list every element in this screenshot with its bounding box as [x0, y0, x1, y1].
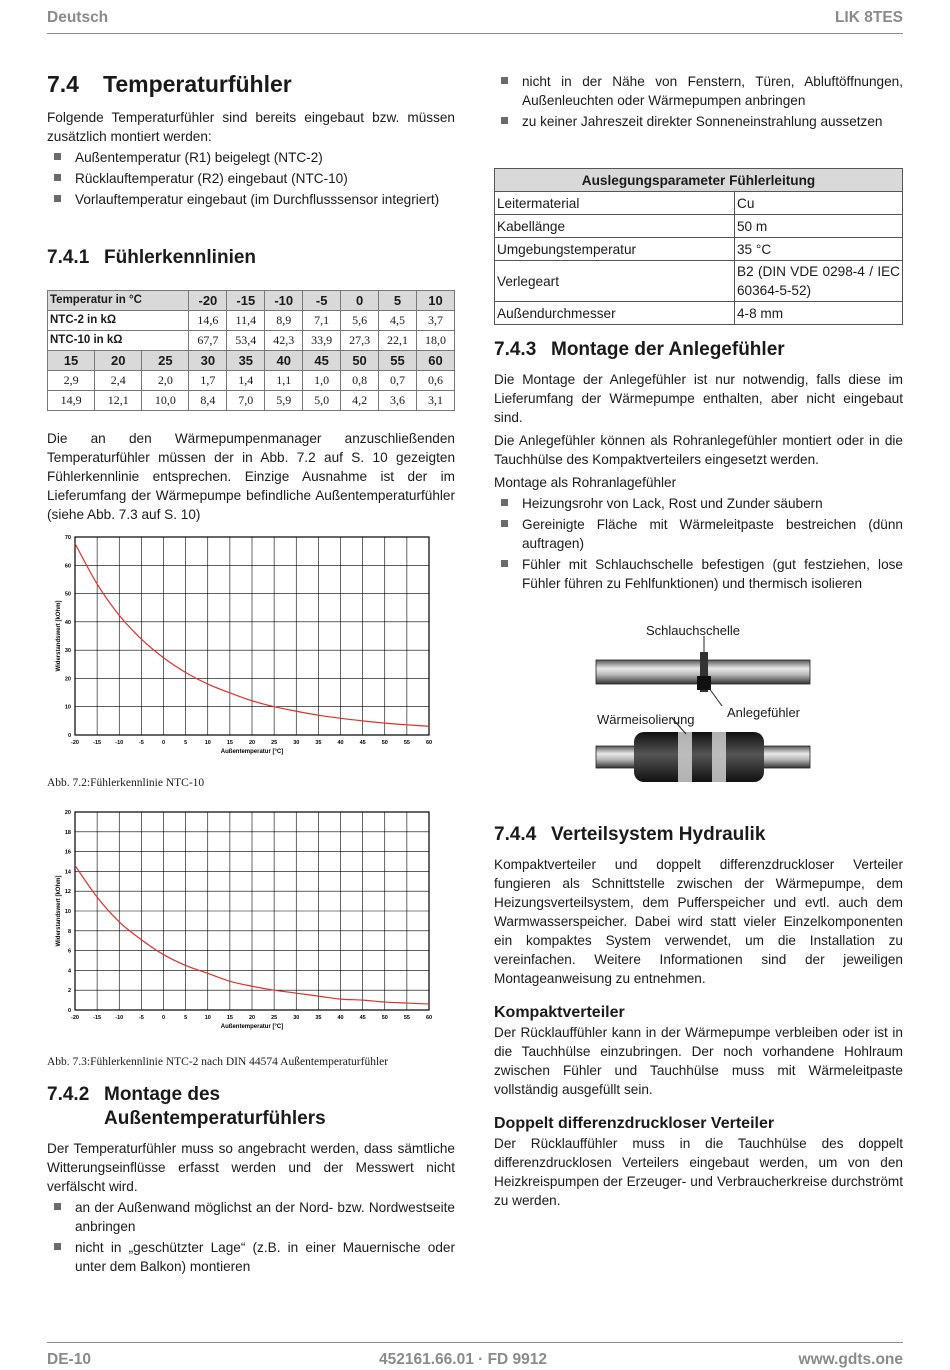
- y-tick-label: 50: [64, 591, 71, 598]
- y-tick-label: 10: [64, 909, 71, 915]
- document-number: 452161.66.01 · FD 9912: [379, 1351, 548, 1368]
- x-tick-label: 50: [381, 740, 388, 746]
- list-item: an der Außenwand möglichst an der Nord- bzw. Nordwestseite anbringen: [47, 1198, 455, 1236]
- table-cell: 22,1: [379, 331, 417, 351]
- table-title: Auslegungsparameter Fühlerleitung: [495, 169, 903, 192]
- x-tick-label: 35: [315, 1015, 322, 1021]
- x-tick-label: 30: [293, 1015, 300, 1021]
- table-row-label: NTC-10 in kΩ: [48, 331, 189, 351]
- table-row-label: NTC-2 in kΩ: [48, 311, 189, 331]
- ntc10-chart: [47, 530, 442, 762]
- table-cell: Kabellänge: [495, 215, 735, 238]
- table-row: [495, 192, 903, 215]
- table-cell: Verlegeart: [495, 261, 735, 302]
- list-item: zu keiner Jahreszeit direkter Sonneneinstrahlung aussetzen: [494, 112, 903, 131]
- x-tick-label: -20: [71, 740, 79, 746]
- x-tick-label: -15: [93, 1015, 102, 1021]
- table-cell: 12,1: [95, 391, 142, 411]
- header-product: LIK 8TES: [834, 9, 903, 26]
- table-cell: 55: [379, 351, 417, 371]
- table-cell: 27,3: [341, 331, 379, 351]
- figure-caption: Abb. 7.2:Fühlerkennlinie NTC-10: [47, 777, 205, 789]
- section-title: 7.4.4 Verteilsystem Hydraulik: [494, 824, 766, 845]
- table-cell: 7,0: [227, 391, 265, 411]
- y-tick-label: 12: [64, 889, 71, 896]
- x-tick-label: -15: [93, 740, 102, 746]
- x-tick-label: 10: [204, 740, 211, 746]
- section-7-4-2: [47, 1083, 455, 1278]
- table-cell: 14,9: [48, 391, 95, 411]
- table-cell: 35 °C: [735, 238, 903, 261]
- section-text: Montage als Rohranlagefühler: [494, 475, 677, 490]
- y-tick-label: 60: [64, 563, 71, 570]
- insulation-band: [678, 732, 692, 782]
- x-tick-label: 50: [381, 1015, 388, 1021]
- table-cell: 33,9: [303, 331, 341, 351]
- table-cell: 4,5: [379, 311, 417, 331]
- table-cell: 1,0: [303, 371, 341, 391]
- table-cell: 3,7: [416, 311, 454, 331]
- y-tick-label: 18: [64, 829, 71, 836]
- section-7-4-1: [47, 246, 455, 270]
- list-item: Heizungsrohr von Lack, Rost und Zunder säubern: [494, 494, 903, 513]
- y-tick-label: 20: [64, 810, 71, 816]
- list-item: Vorlauftemperatur eingebaut (im Durchflusssensor integriert): [47, 190, 455, 209]
- table-cell: 30: [189, 351, 227, 371]
- table-cell: 20: [95, 351, 142, 371]
- table-cell: 35: [227, 351, 265, 371]
- section-text: Der Temperaturfühler muss so angebracht werden, dass sämtliche Witterungseinflüsse erfasst werden und der Messwert nicht verfälscht wird.: [47, 1141, 455, 1194]
- page-number: DE-10: [47, 1351, 91, 1368]
- table-cell: 14,6: [189, 311, 227, 331]
- page-footer: [47, 1342, 903, 1368]
- x-tick-label: 40: [337, 1015, 344, 1021]
- table-cell: 5,6: [341, 311, 379, 331]
- section-title: 7.4.3 Montage der Anlegefühler: [494, 339, 785, 360]
- section-7-4-3: [494, 338, 903, 595]
- header-language: Deutsch: [47, 9, 109, 26]
- y-tick-label: 10: [64, 704, 71, 711]
- section-7-4-4: [494, 823, 903, 1210]
- x-tick-label: 45: [359, 1015, 366, 1021]
- section-intro: Folgende Temperaturfühler sind bereits eingebaut bzw. müssen zusätzlich montiert werden:: [47, 110, 455, 144]
- table-cell: 15: [48, 351, 95, 371]
- table-cell: -5: [303, 291, 341, 311]
- section-text: Der Rücklauffühler kann in der Wärmepumpe verbleiben oder ist in die Tauchhülse einzubringen. Der noch vorhandene Hohlraum zwischen Fühler und Tauchhülse muss mit Wärmeleitpaste vollständig ausgefüllt sein.: [494, 1025, 903, 1097]
- x-tick-label: 25: [271, 740, 278, 746]
- table-cell: B2 (DIN VDE 0298-4 / IEC 60364-5-52): [735, 261, 903, 302]
- x-tick-label: 20: [248, 1015, 256, 1021]
- x-tick-label: 10: [204, 1015, 211, 1021]
- y-tick-label: 8: [67, 928, 71, 935]
- section-text: Die Montage der Anlegefühler ist nur notwendig, falls diese im Lieferumfang der Wärmepumpe enthalten, aber nicht eingebaut sind.: [494, 372, 903, 425]
- x-tick-label: -20: [71, 1015, 79, 1021]
- y-tick-label: 70: [64, 535, 71, 541]
- y-tick-label: 6: [67, 948, 71, 955]
- table-cell: Cu: [735, 192, 903, 215]
- list-item: Rücklauftemperatur (R2) eingebaut (NTC-10): [47, 169, 455, 188]
- x-tick-label: 5: [184, 740, 188, 746]
- table-cell: 25: [142, 351, 189, 371]
- procedure-list: [494, 494, 903, 593]
- section-text: Die Anlegefühler können als Rohranlegefühler montiert oder in die Tauchhülse des Kompaktverteilers eingesetzt werden.: [494, 433, 903, 467]
- y-axis-label: Widerstandswert [kOhm]: [56, 600, 62, 672]
- table-row: [495, 261, 903, 302]
- table-cell: 0: [341, 291, 379, 311]
- table-cell: 45: [303, 351, 341, 371]
- table-cell: 40: [265, 351, 303, 371]
- table-cell: 3,6: [379, 391, 417, 411]
- y-tick-label: 4: [67, 968, 71, 975]
- list-item: nicht in „geschützter Lage“ (z.B. in einer Mauernische oder unter dem Balkon) montieren: [47, 1238, 455, 1276]
- pipe-sensor-figure: [594, 618, 814, 798]
- x-axis-label: Außentemperatur [°C]: [220, 749, 284, 755]
- x-tick-label: 55: [403, 740, 410, 746]
- x-tick-label: 20: [248, 740, 256, 746]
- table-cell: Leitermaterial: [495, 192, 735, 215]
- table-cell: 1,4: [227, 371, 265, 391]
- table-cell: 0,8: [341, 371, 379, 391]
- x-tick-label: 55: [403, 1015, 410, 1021]
- mounting-list-continued: [494, 72, 903, 133]
- table-row: [495, 238, 903, 261]
- cable-parameter-table: [494, 168, 903, 325]
- table-cell: 4-8 mm: [735, 302, 903, 325]
- label-insulation: Wärmeisolierung: [597, 712, 695, 727]
- section-title: 7.4 Temperaturfühler: [47, 71, 292, 97]
- x-tick-label: 40: [337, 740, 344, 746]
- table-cell: 5: [379, 291, 417, 311]
- table-cell: 2,9: [48, 371, 95, 391]
- list-item: Gereinigte Fläche mit Wärmeleitpaste bestreichen (dünn auftragen): [494, 515, 903, 553]
- y-tick-label: 40: [64, 619, 71, 626]
- y-tick-label: 20: [64, 676, 71, 683]
- table-cell: 18,0: [416, 331, 454, 351]
- x-tick-label: -5: [138, 1015, 144, 1021]
- table-cell: 42,3: [265, 331, 303, 351]
- section-7-4: [47, 70, 455, 211]
- table-header-cell: Temperatur in °C: [48, 291, 189, 311]
- list-item: Fühler mit Schlauchschelle befestigen (gut festziehen, lose Fühler führen zu Fehlfunktionen) und thermisch isolieren: [494, 555, 903, 593]
- y-axis-label: Widerstandswert [kOhm]: [56, 875, 62, 947]
- table-cell: 1,7: [189, 371, 227, 391]
- page-header: [47, 8, 903, 34]
- x-tick-label: 0: [161, 1015, 166, 1021]
- list-item: nicht in der Nähe von Fenstern, Türen, Abluftöffnungen, Außenleuchten oder Wärmepumpen anbringen: [494, 72, 903, 110]
- sensor-curve-table: [47, 290, 455, 411]
- table-cell: 0,7: [379, 371, 417, 391]
- subsection-title: Doppelt differenzdruckloser Verteiler: [494, 1115, 775, 1132]
- table-cell: 5,0: [303, 391, 341, 411]
- table-cell: 11,4: [227, 311, 265, 331]
- y-tick-label: 2: [67, 988, 71, 995]
- table-cell: 8,4: [189, 391, 227, 411]
- x-tick-label: 45: [359, 740, 366, 746]
- website-link[interactable]: www.gdts.one: [798, 1351, 903, 1368]
- table-cell: -10: [265, 291, 303, 311]
- subsection-title: Kompaktverteiler: [494, 1004, 625, 1021]
- x-axis-label: Außentemperatur [°C]: [220, 1024, 284, 1030]
- y-tick-label: 0: [67, 733, 71, 739]
- section-title: 7.4.1 Fühlerkennlinien: [47, 247, 257, 268]
- label-sensor: Anlegefühler: [727, 705, 800, 720]
- table-row: [495, 302, 903, 325]
- table-cell: Außendurchmesser: [495, 302, 735, 325]
- table-cell: 7,1: [303, 311, 341, 331]
- sensor-list: [47, 148, 455, 209]
- sensor-leader: [709, 688, 722, 706]
- table-cell: 2,0: [142, 371, 189, 391]
- table-cell: 50: [341, 351, 379, 371]
- table-cell: 10,0: [142, 391, 189, 411]
- table-cell: Umgebungstemperatur: [495, 238, 735, 261]
- x-tick-label: 15: [226, 1015, 233, 1021]
- table-cell: -20: [189, 291, 227, 311]
- y-tick-label: 16: [64, 849, 71, 856]
- table-cell: 8,9: [265, 311, 303, 331]
- y-tick-label: 30: [64, 648, 71, 655]
- x-tick-label: 25: [271, 1015, 278, 1021]
- curve-description: Die an den Wärmepumpenmanager anzuschließenden Temperaturfühler müssen der in Abb. 7.2 auf S. 10 gezeigten Fühlerkennlinie entsprechen. Einzige Ausnahme ist der im Lieferumfang der Wärmepumpe befindliche Außentemperaturfühler (siehe Abb. 7.3 auf S. 10): [47, 431, 455, 522]
- table-cell: 67,7: [189, 331, 227, 351]
- section-text: Kompaktverteiler und doppelt differenzdruckloser Verteiler fungieren als Schnittstelle zwischen der Wärmepumpe, dem Heizungsverteilsystem, dem Pufferspeicher und evtl. auch dem Warmwasserspeicher. Dabei wird statt vieler Einzelkomponenten ein kompaktes System verwendet, um die Installation zu vereinfachen. Weitere Informationen sind der jeweiligen Montageanweisung zu entnehmen.: [494, 857, 903, 986]
- table-cell: 10: [416, 291, 454, 311]
- table-cell: 0,6: [416, 371, 454, 391]
- section-title-line2: Außentemperaturfühlers: [104, 1108, 326, 1129]
- x-tick-label: 0: [161, 740, 166, 746]
- x-tick-label: 60: [425, 740, 433, 746]
- list-item: Außentemperatur (R1) beigelegt (NTC-2): [47, 148, 455, 167]
- x-tick-label: 60: [425, 1015, 433, 1021]
- table-cell: 53,4: [227, 331, 265, 351]
- insulation-shape: [634, 732, 764, 782]
- sensor-shape: [697, 676, 711, 690]
- figure-caption: Abb. 7.3:Fühlerkennlinie NTC-2 nach DIN 44574 Außentemperaturfühler: [47, 1056, 389, 1068]
- section-text: Der Rücklauffühler muss in die Tauchhülse des doppelt differenzdrucklosen Verteilers eingebaut werden, um von den Heizkreispumpen der Erzeuger- und Verbraucherkreise durchströmt zu werden.: [494, 1136, 903, 1208]
- section-title: 7.4.2 Montage des: [47, 1084, 221, 1105]
- ntc2-chart: [47, 805, 442, 1037]
- table-cell: 50 m: [735, 215, 903, 238]
- x-tick-label: 15: [226, 740, 233, 746]
- table-cell: 60: [416, 351, 454, 371]
- table-row: [495, 215, 903, 238]
- x-tick-label: -10: [115, 1015, 124, 1021]
- table-cell: 3,1: [416, 391, 454, 411]
- table-cell: 2,4: [95, 371, 142, 391]
- mounting-list: [47, 1198, 455, 1276]
- table-cell: 4,2: [341, 391, 379, 411]
- x-tick-label: -10: [115, 740, 124, 746]
- y-tick-label: 14: [64, 869, 71, 876]
- x-tick-label: 30: [293, 740, 300, 746]
- label-clamp: Schlauchschelle: [646, 623, 740, 638]
- x-tick-label: -5: [138, 740, 144, 746]
- x-tick-label: 35: [315, 740, 322, 746]
- x-tick-label: 5: [184, 1015, 188, 1021]
- table-cell: 1,1: [265, 371, 303, 391]
- table-cell: -15: [227, 291, 265, 311]
- table-cell: 5,9: [265, 391, 303, 411]
- y-tick-label: 0: [67, 1008, 71, 1014]
- insulation-band: [712, 732, 726, 782]
